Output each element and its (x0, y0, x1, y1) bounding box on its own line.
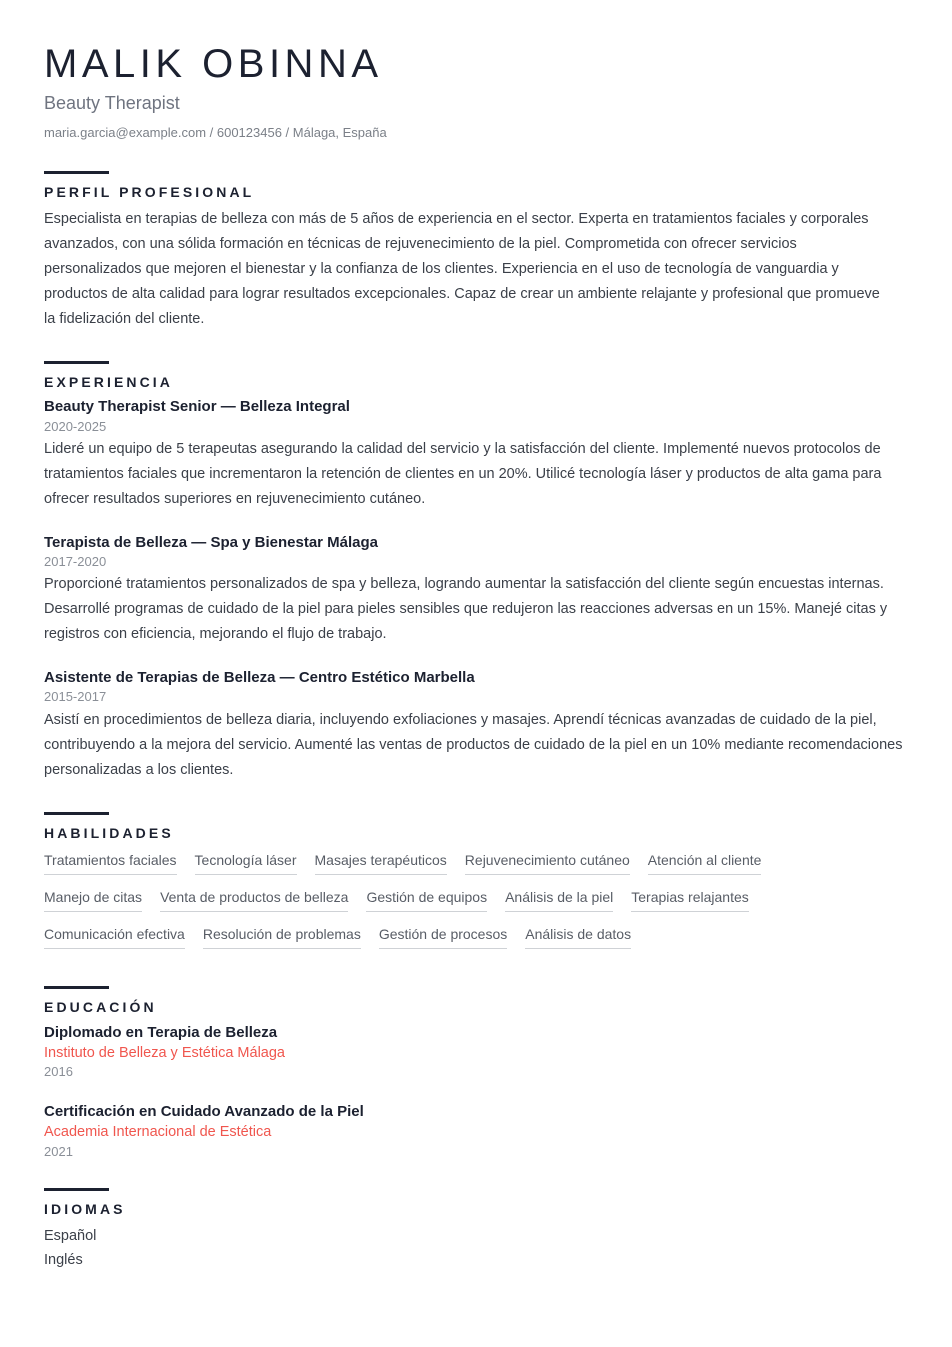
candidate-job-title: Beauty Therapist (44, 92, 180, 113)
language-item: Inglés (44, 1252, 83, 1269)
education-school: Instituto de Belleza y Estética Málaga (44, 1044, 285, 1061)
education-year: 2016 (44, 1064, 73, 1080)
skill-tag: Terapias relajantes (631, 885, 749, 912)
section-rule (44, 171, 109, 174)
skill-tag: Masajes terapéuticos (315, 848, 447, 875)
job-dates: 2015-2017 (44, 689, 107, 705)
education-school: Academia Internacional de Estética (44, 1124, 272, 1141)
job-title: Beauty Therapist Senior — Belleza Integral (44, 398, 350, 416)
experience-item (44, 668, 908, 782)
job-description: Proporcioné tratamientos personalizados de spa y belleza, logrando aumentar la satisfacción del cliente según encuestas internas. Desarrollé programas de cuidado de la piel para pieles sensibles que redujeron las reacciones adversas en un 15%. Manejé citas y registros con eficiencia, mejorando el flujo de trabajo. (44, 576, 888, 643)
skill-tag: Rejuvenecimiento cutáneo (465, 848, 630, 875)
skill-tag: Comunicación efectiva (44, 922, 185, 949)
education-degree: Certificación en Cuidado Avanzado de la Piel (44, 1103, 364, 1121)
contact-line: maria.garcia@example.com / 600123456 / Málaga, España (44, 125, 387, 141)
section-experiencia (44, 361, 908, 782)
skills-list (44, 848, 834, 959)
skill-tag: Análisis de datos (525, 922, 631, 949)
section-rule (44, 812, 109, 815)
candidate-name: MALIK OBINNA (44, 42, 383, 86)
skill-tag: Gestión de equipos (366, 885, 487, 912)
education-degree: Diplomado en Terapia de Belleza (44, 1023, 278, 1041)
skill-tag: Gestión de procesos (379, 922, 507, 949)
job-dates: 2017-2020 (44, 553, 107, 569)
experience-item (44, 533, 908, 647)
section-perfil-profesional (44, 171, 908, 332)
section-heading-experiencia: EXPERIENCIA (44, 374, 174, 391)
section-heading-educacion: EDUCACIÓN (44, 998, 157, 1015)
education-item (44, 1101, 908, 1161)
profile-summary-text: Especialista en terapias de belleza con más de 5 años de experiencia en el sector. Experta en tratamientos faciales y corporales avanzados, con una sólida formación en técnicas de rejuvenecimiento de la piel. Comprometida con ofrecer servicios personalizados que mejoren el bienestar y la confianza de los clientes. Experiencia en el uso de tecnología de vanguardia y productos de alta calidad para lograr resultados excepcionales. Capaz de crear un ambiente relajante y profesional que promueve la fidelización del cliente. (44, 211, 880, 328)
section-educacion (44, 986, 908, 1162)
section-heading-idiomas: IDIOMAS (44, 1201, 126, 1218)
job-description: Asistí en procedimientos de belleza diaria, incluyendo exfoliaciones y masajes. Aprendí técnicas avanzadas de cuidado de la piel, contribuyendo a la mejora del servicio. Aumenté las ventas de productos de cuidado de la piel en un 10% mediante recomendaciones personalizadas a los clientes. (44, 711, 903, 778)
section-heading-perfil: PERFIL PROFESIONAL (44, 184, 255, 201)
experience-item (44, 397, 908, 511)
skill-tag: Atención al cliente (648, 848, 762, 875)
section-habilidades (44, 812, 908, 959)
skill-tag: Análisis de la piel (505, 885, 613, 912)
skill-tag: Tratamientos faciales (44, 848, 177, 875)
education-year: 2021 (44, 1143, 73, 1159)
section-idiomas (44, 1188, 908, 1272)
section-rule (44, 361, 109, 364)
job-title: Asistente de Terapias de Belleza — Centro Estético Marbella (44, 669, 475, 687)
language-item: Español (44, 1228, 97, 1245)
resume-header (44, 42, 908, 142)
skill-tag: Tecnología láser (195, 848, 297, 875)
section-rule (44, 1188, 109, 1191)
education-item (44, 1022, 908, 1082)
job-title: Terapista de Belleza — Spa y Bienestar Málaga (44, 533, 379, 551)
job-description: Lideré un equipo de 5 terapeutas asegurando la calidad del servicio y la satisfacción del cliente. Implementé nuevos protocolos de tratamientos faciales que incrementaron la retención de clientes en un 20%. Utilicé tecnología láser y productos de alta gama para ofrecer resultados superiores en rejuvenecimiento cutáneo. (44, 440, 882, 507)
skill-tag: Manejo de citas (44, 885, 142, 912)
skill-tag: Venta de productos de belleza (160, 885, 348, 912)
job-dates: 2020-2025 (44, 418, 107, 434)
section-rule (44, 986, 109, 989)
skill-tag: Resolución de problemas (203, 922, 361, 949)
section-heading-habilidades: HABILIDADES (44, 824, 174, 841)
